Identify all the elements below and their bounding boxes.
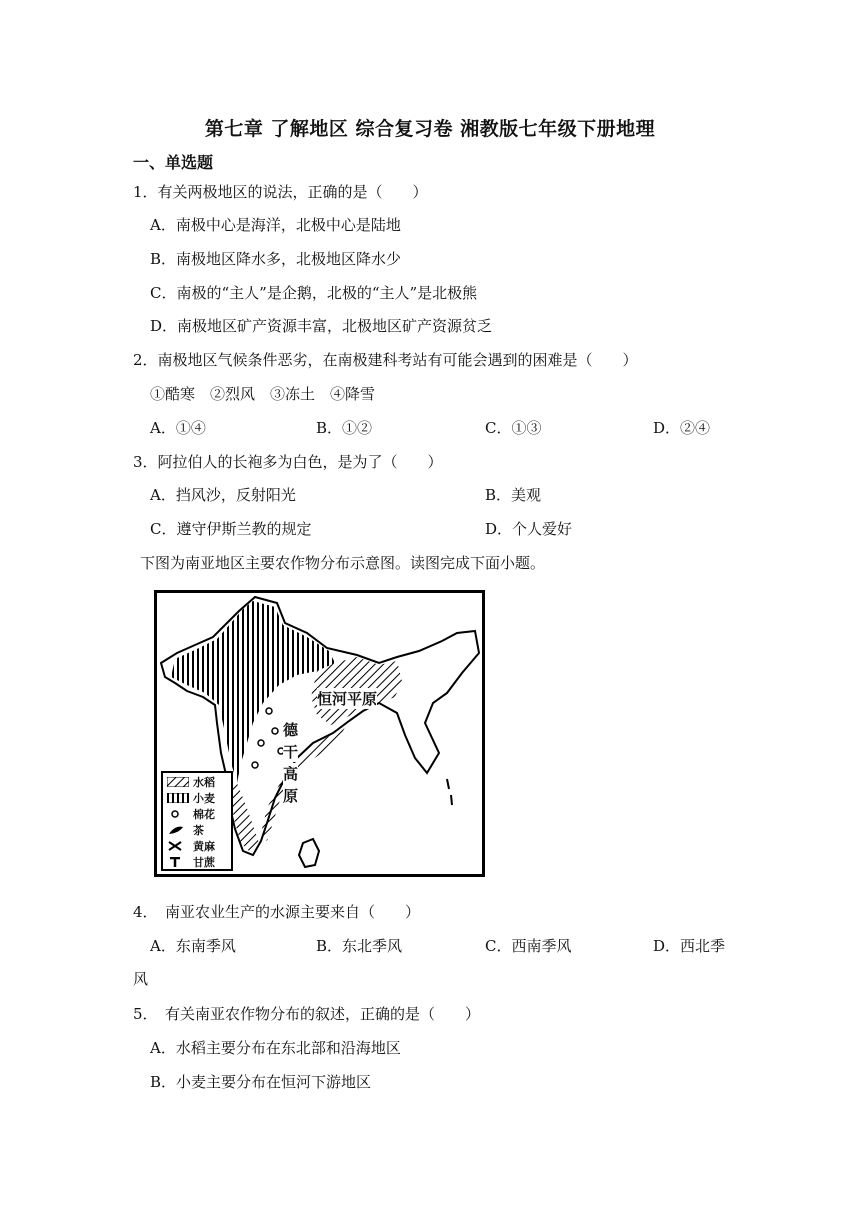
question-3-option-c: C．遵守伊斯兰教的规定 [150, 520, 312, 538]
map-label-plateau-1: 德 [283, 721, 299, 739]
map-intro-text: 下图为南亚地区主要农作物分布示意图。读图完成下面小题。 [140, 554, 546, 572]
question-2-items: ①酷寒 ②烈风 ③冻土 ④降雪 [150, 385, 376, 403]
question-1-stem: 1．有关两极地区的说法，正确的是（ ） [133, 183, 428, 201]
legend-wheat: 小麦 [167, 791, 231, 805]
question-3-stem: 3．阿拉伯人的长袍多为白色，是为了（ ） [133, 453, 443, 471]
legend-tea: 茶 [167, 823, 231, 837]
question-5-option-b: B．小麦主要分布在恒河下游地区 [150, 1073, 372, 1091]
question-2-stem: 2．南极地区气候条件恶劣，在南极建科考站有可能会遇到的困难是（ ） [133, 351, 638, 369]
question-1-option-b: B．南极地区降水多，北极地区降水少 [150, 250, 402, 268]
map-label-plateau-2: 干 [283, 743, 299, 761]
question-5-stem: 5． 有关南亚农作物分布的叙述，正确的是（ ） [133, 1005, 481, 1023]
question-2-option-b: B．①② [316, 419, 373, 437]
question-2-option-c: C．①③ [485, 419, 542, 437]
map-label-plateau-3: 高 [283, 765, 299, 783]
question-3-option-b: B．美观 [485, 486, 542, 504]
question-2-option-d: D．②④ [653, 419, 711, 437]
section-heading: 一、单选题 [133, 153, 214, 172]
question-4-option-a: A．东南季风 [150, 937, 236, 955]
legend-sugarcane: 甘蔗 [167, 855, 231, 869]
legend-jute: 黄麻 [167, 839, 231, 853]
question-1-option-d: D．南极地区矿产资源丰富，北极地区矿产资源贫乏 [150, 317, 493, 335]
sri-lanka-outline [299, 839, 319, 867]
map-legend [161, 771, 233, 871]
question-4-option-d-wrap: 风 [133, 970, 149, 988]
question-5-option-a: A．水稻主要分布在东北部和沿海地区 [150, 1039, 401, 1057]
question-4-option-d: D．西北季 [653, 937, 726, 955]
south-asia-crop-map [154, 590, 485, 877]
question-2-option-a: A．①④ [150, 419, 206, 437]
question-4-option-c: C．西南季风 [485, 937, 572, 955]
question-4-stem: 4． 南亚农业生产的水源主要来自（ ） [133, 903, 421, 921]
page-title: 第七章 了解地区 综合复习卷 湘教版七年级下册地理 [204, 118, 656, 140]
question-1-option-c: C．南极的“主人”是企鹅，北极的“主人”是北极熊 [150, 284, 478, 302]
legend-cotton: 棉花 [167, 807, 231, 821]
map-label-ganges-plain: 恒河平原 [317, 690, 378, 708]
question-3-option-a: A．挡风沙，反射阳光 [150, 486, 296, 504]
question-4-option-b: B．东北季风 [316, 937, 403, 955]
question-1-option-a: A．南极中心是海洋，北极中心是陆地 [150, 216, 401, 234]
question-3-option-d: D．个人爱好 [485, 520, 573, 538]
legend-rice: 水稻 [167, 775, 231, 789]
map-label-plateau-4: 原 [283, 787, 299, 805]
